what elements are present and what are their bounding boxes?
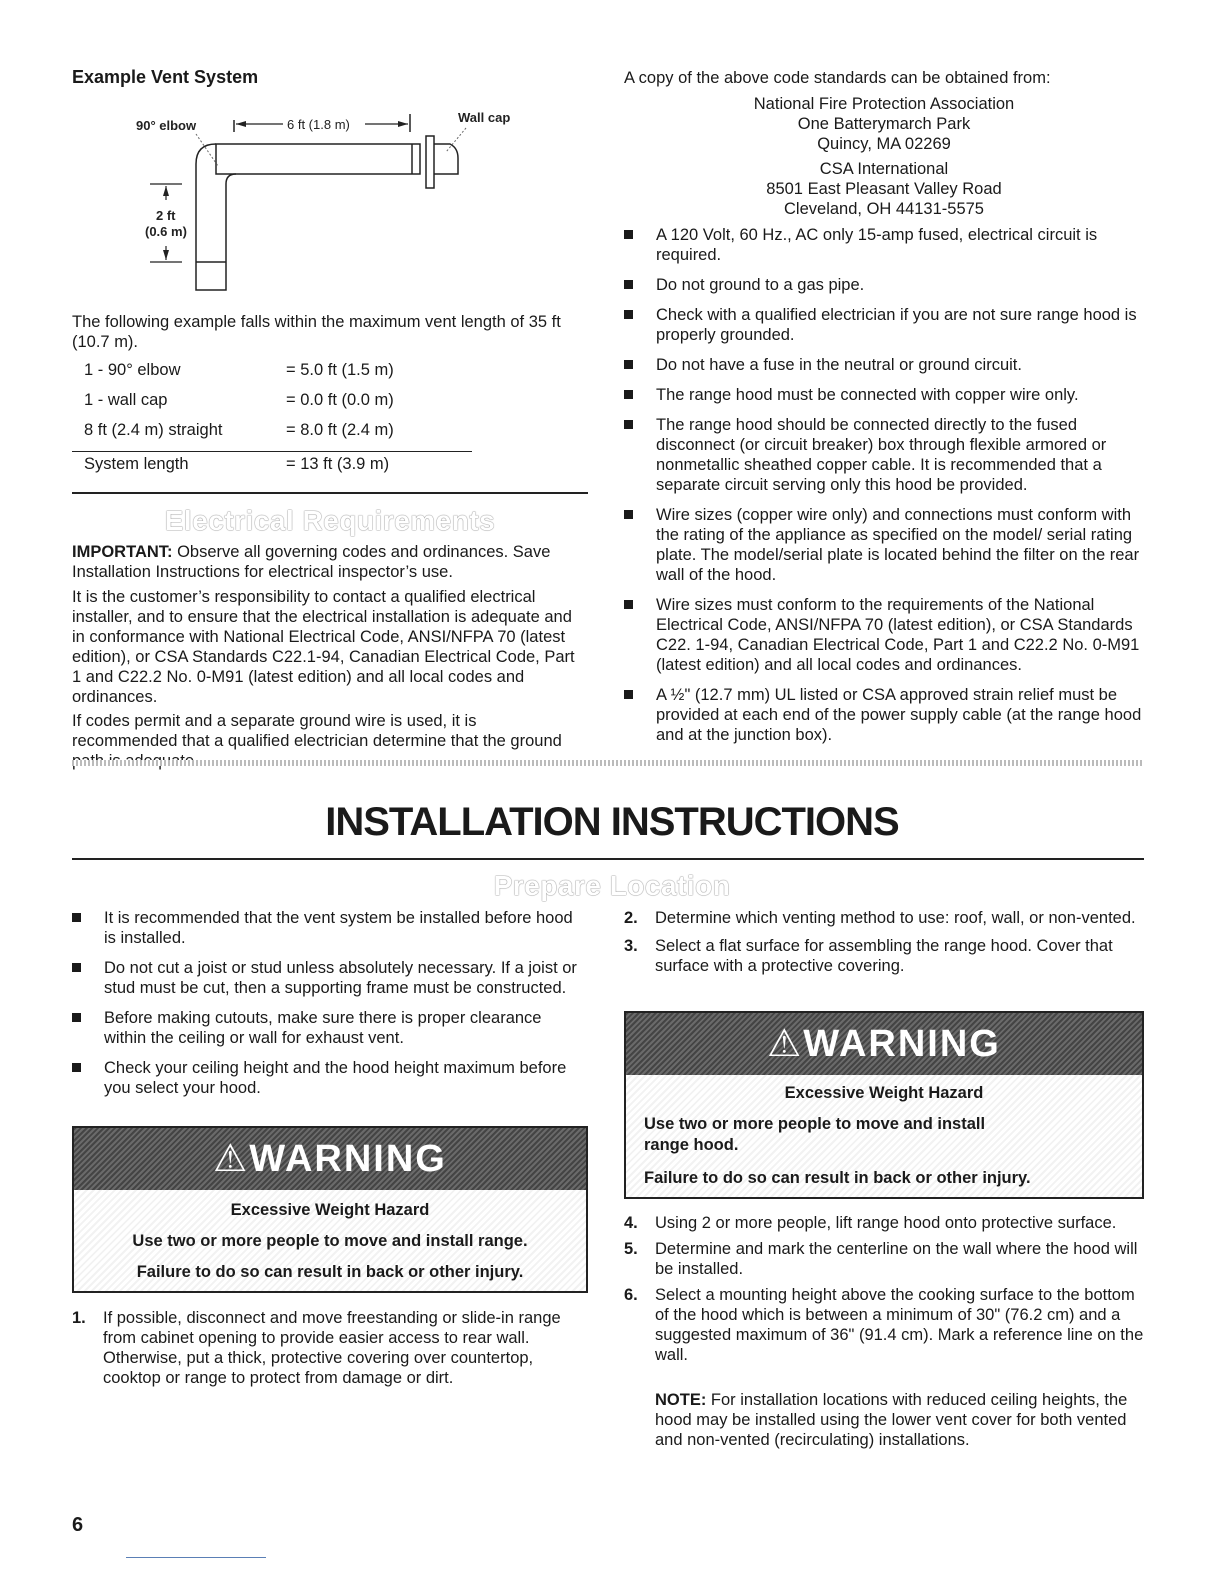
table-cell: 8 ft (2.4 m) straight [84, 421, 223, 439]
address-csa [624, 159, 1144, 219]
table-cell: 1 - 90° elbow [84, 361, 181, 379]
note-label: NOTE: [655, 1391, 707, 1409]
length-label: 6 ft (1.8 m) [287, 117, 350, 132]
dotted-divider [72, 760, 1144, 766]
warning-body [74, 1190, 586, 1291]
step-text: If possible, disconnect and move freestanding or slide-in range from cabinet opening to provide easier access to rear wall. Otherwise, put a thick, protective covering over countertop, cooktop or range to protect from damage or dirt. [103, 1309, 561, 1387]
list-item [70, 1008, 585, 1048]
copy-intro: A copy of the above code standards can be obtained from: [624, 69, 1051, 87]
page-title: INSTALLATION INSTRUCTIONS [325, 800, 899, 844]
note-text: For installation locations with reduced ceiling heights, the hood may be installed using the lower vent cover for both vented and non-vented (recirculating) installations. [655, 1391, 1128, 1449]
height-label-ft: 2 ft [156, 208, 176, 223]
bullet-icon [72, 963, 81, 972]
bullet-icon [624, 280, 633, 289]
step-text: Determine which venting method to use: roof, wall, or non-vented. [655, 909, 1136, 927]
steps-right-a [624, 908, 1144, 982]
duct-elbow [196, 164, 236, 290]
table-cell: = 8.0 ft (2.4 m) [286, 421, 394, 439]
list-item-text: Do not cut a joist or stud unless absolutely necessary. If a joist or stud must be cut, then a supporting frame must be constructed. [104, 959, 577, 997]
list-item-text: The range hood must be connected with copper wire only. [656, 386, 1079, 404]
list-item [72, 1308, 588, 1388]
bullet-icon [624, 310, 633, 319]
footer-line [126, 1557, 266, 1558]
step-number: 5. [624, 1240, 638, 1258]
height-label-m: (0.6 m) [145, 224, 187, 239]
list-item [622, 305, 1142, 345]
bullet-icon [624, 600, 633, 609]
bullet-icon [624, 230, 633, 239]
section-divider [72, 492, 588, 494]
list-item [622, 225, 1142, 265]
list-item-text: It is recommended that the vent system be installed before hood is installed. [104, 909, 573, 947]
warning-line: Failure to do so can result in back or other injury. [136, 1263, 524, 1281]
bullet-icon [72, 913, 81, 922]
list-item-text: Check with a qualified electrician if you are not sure range hood is properly grounded. [656, 306, 1137, 344]
list-item [70, 958, 585, 998]
bullet-icon [72, 1013, 81, 1022]
warning-banner: ⚠WARNING [626, 1013, 1142, 1075]
list-item-text: Do not have a fuse in the neutral or ground circuit. [656, 356, 1022, 374]
list-item-text: A 120 Volt, 60 Hz., AC only 15-amp fused, electrical circuit is required. [656, 226, 1098, 264]
warning-line: Use two or more people to move and install range hood. [644, 1115, 986, 1154]
table-row [72, 361, 472, 391]
install-note [655, 1390, 1144, 1450]
table-row-total [72, 452, 472, 486]
table-row [72, 421, 472, 452]
vent-system-title: Example Vent System [72, 67, 259, 87]
list-item [624, 936, 1144, 976]
warning-hazard: Excessive Weight Hazard [784, 1084, 984, 1102]
warning-line: Failure to do so can result in back or other injury. [644, 1169, 1031, 1187]
list-item-text: Wire sizes must conform to the requirements of the National Electrical Code, ANSI/NFPA 70 (latest edition), or CSA Standards C22. 1-94, Canadian Electrical Code, Part 1 and C22.2 No. 0-M91 (latest edition) and all local codes and ordinances. [656, 596, 1140, 674]
electrical-bullets [622, 225, 1142, 755]
list-item [624, 908, 1144, 928]
vent-intro: The following example falls within the maximum vent length of 35 ft (10.7 m). [72, 313, 561, 351]
warning-hazard: Excessive Weight Hazard [230, 1201, 430, 1219]
address-line: Cleveland, OH 44131-5575 [784, 200, 984, 218]
address-line: 8501 East Pleasant Valley Road [766, 180, 1002, 198]
elbow-label: 90° elbow [136, 118, 197, 133]
list-item [622, 595, 1142, 675]
important-text: Observe all governing codes and ordinances. Save Installation Instructions for electrical inspector’s use. [72, 543, 551, 581]
wall-cap-shape [426, 136, 434, 188]
steps-right-b [624, 1213, 1144, 1371]
prepare-location-heading: Prepare Location [493, 870, 731, 901]
page-number: 6 [72, 1514, 84, 1536]
step-number: 1. [72, 1309, 86, 1327]
list-item [624, 1213, 1144, 1233]
important-label: IMPORTANT: [72, 543, 173, 561]
table-cell: = 5.0 ft (1.5 m) [286, 361, 394, 379]
list-item-text: Check your ceiling height and the hood height maximum before you select your hood. [104, 1059, 567, 1097]
list-item [622, 415, 1142, 495]
address-line: One Batterymarch Park [797, 115, 971, 133]
step-number: 4. [624, 1214, 638, 1232]
vent-diagram [120, 100, 560, 300]
title-divider [72, 858, 1144, 860]
list-item-text: Do not ground to a gas pipe. [656, 276, 865, 294]
list-item [622, 505, 1142, 585]
list-item [624, 1239, 1144, 1279]
table-cell: = 13 ft (3.9 m) [274, 452, 472, 486]
list-item [70, 1058, 585, 1098]
bullet-icon [72, 1063, 81, 1072]
list-item-text: A ½" (12.7 mm) UL listed or CSA approved strain relief must be provided at each end of the power supply cable (at the range hood and at the junction box). [656, 686, 1142, 744]
address-line: Quincy, MA 02269 [817, 135, 951, 153]
list-item-text: The range hood should be connected directly to the fused disconnect (or circuit breaker) box through flexible armored or nonmetallic sheathed copper cable. It is recommended that a separate circuit serving only this hood be provided. [656, 416, 1107, 494]
list-item [622, 275, 1142, 295]
vent-length-table [72, 361, 472, 485]
step-number: 6. [624, 1286, 638, 1304]
step-text: Using 2 or more people, lift range hood onto protective surface. [655, 1214, 1117, 1232]
warning-line: Use two or more people to move and install range. [132, 1232, 528, 1250]
address-line: CSA International [819, 160, 949, 178]
address-line: National Fire Protection Association [753, 95, 1015, 113]
list-item-text: Wire sizes (copper wire only) and connections must conform with the rating of the appliance as specified on the model/ serial rating plate. The model/serial plate is located behind the filter on the rear wall of the hood. [656, 506, 1140, 584]
step-text: Select a flat surface for assembling the range hood. Cover that surface with a protective covering. [655, 937, 1113, 975]
step-number: 3. [624, 937, 638, 955]
bullet-icon [624, 420, 633, 429]
bullet-icon [624, 510, 633, 519]
table-cell: 1 - wall cap [84, 391, 168, 409]
prepare-bullets [70, 908, 585, 1108]
list-item [622, 685, 1142, 745]
electrical-para-2: If codes permit and a separate ground wire is used, it is recommended that a qualified electrician determine that the ground [72, 712, 562, 750]
table-cell: System length [72, 452, 274, 486]
warning-body [626, 1075, 1142, 1197]
wall-cap-label: Wall cap [458, 110, 511, 125]
list-item [70, 908, 585, 948]
duct-horizontal [216, 144, 420, 174]
bullet-icon [624, 690, 633, 699]
electrical-heading: Electrical Requirements [164, 505, 496, 536]
important-note [72, 542, 588, 582]
table-row [72, 391, 472, 421]
warning-banner: ⚠WARNING [74, 1128, 586, 1190]
table-cell: = 0.0 ft (0.0 m) [286, 391, 394, 409]
step-text: Determine and mark the centerline on the wall where the hood will be installed. [655, 1240, 1138, 1278]
step-text: Select a mounting height above the cooking surface to the bottom of the hood which is between a minimum of 30" (76.2 cm) and a suggested maximum of 36" (91.4 cm). Mark a reference line on the wall. [655, 1286, 1144, 1364]
steps-left [72, 1308, 588, 1394]
step-number: 2. [624, 909, 638, 927]
address-nfpa [624, 94, 1144, 154]
warning-box-left [72, 1126, 588, 1293]
list-item [622, 355, 1142, 375]
bullet-icon [624, 360, 633, 369]
warning-box-right [624, 1011, 1144, 1199]
bullet-icon [624, 390, 633, 399]
list-item [624, 1285, 1144, 1365]
electrical-para-1: It is the customer’s responsibility to contact a qualified electrical installer, and to ensure that the electrical installation is adequate and in conformance with National Electrical Code, ANSI/NFPA 70 (latest edition), or CSA Standards C22.1-94, Canadian Electrical Code, Part 1 and C22.2 No. 0-M91 (latest edition) and all local codes and ordinances. [72, 588, 575, 706]
list-item [622, 385, 1142, 405]
list-item-text: Before making cutouts, make sure there is proper clearance within the ceiling or wall for exhaust vent. [104, 1009, 542, 1047]
